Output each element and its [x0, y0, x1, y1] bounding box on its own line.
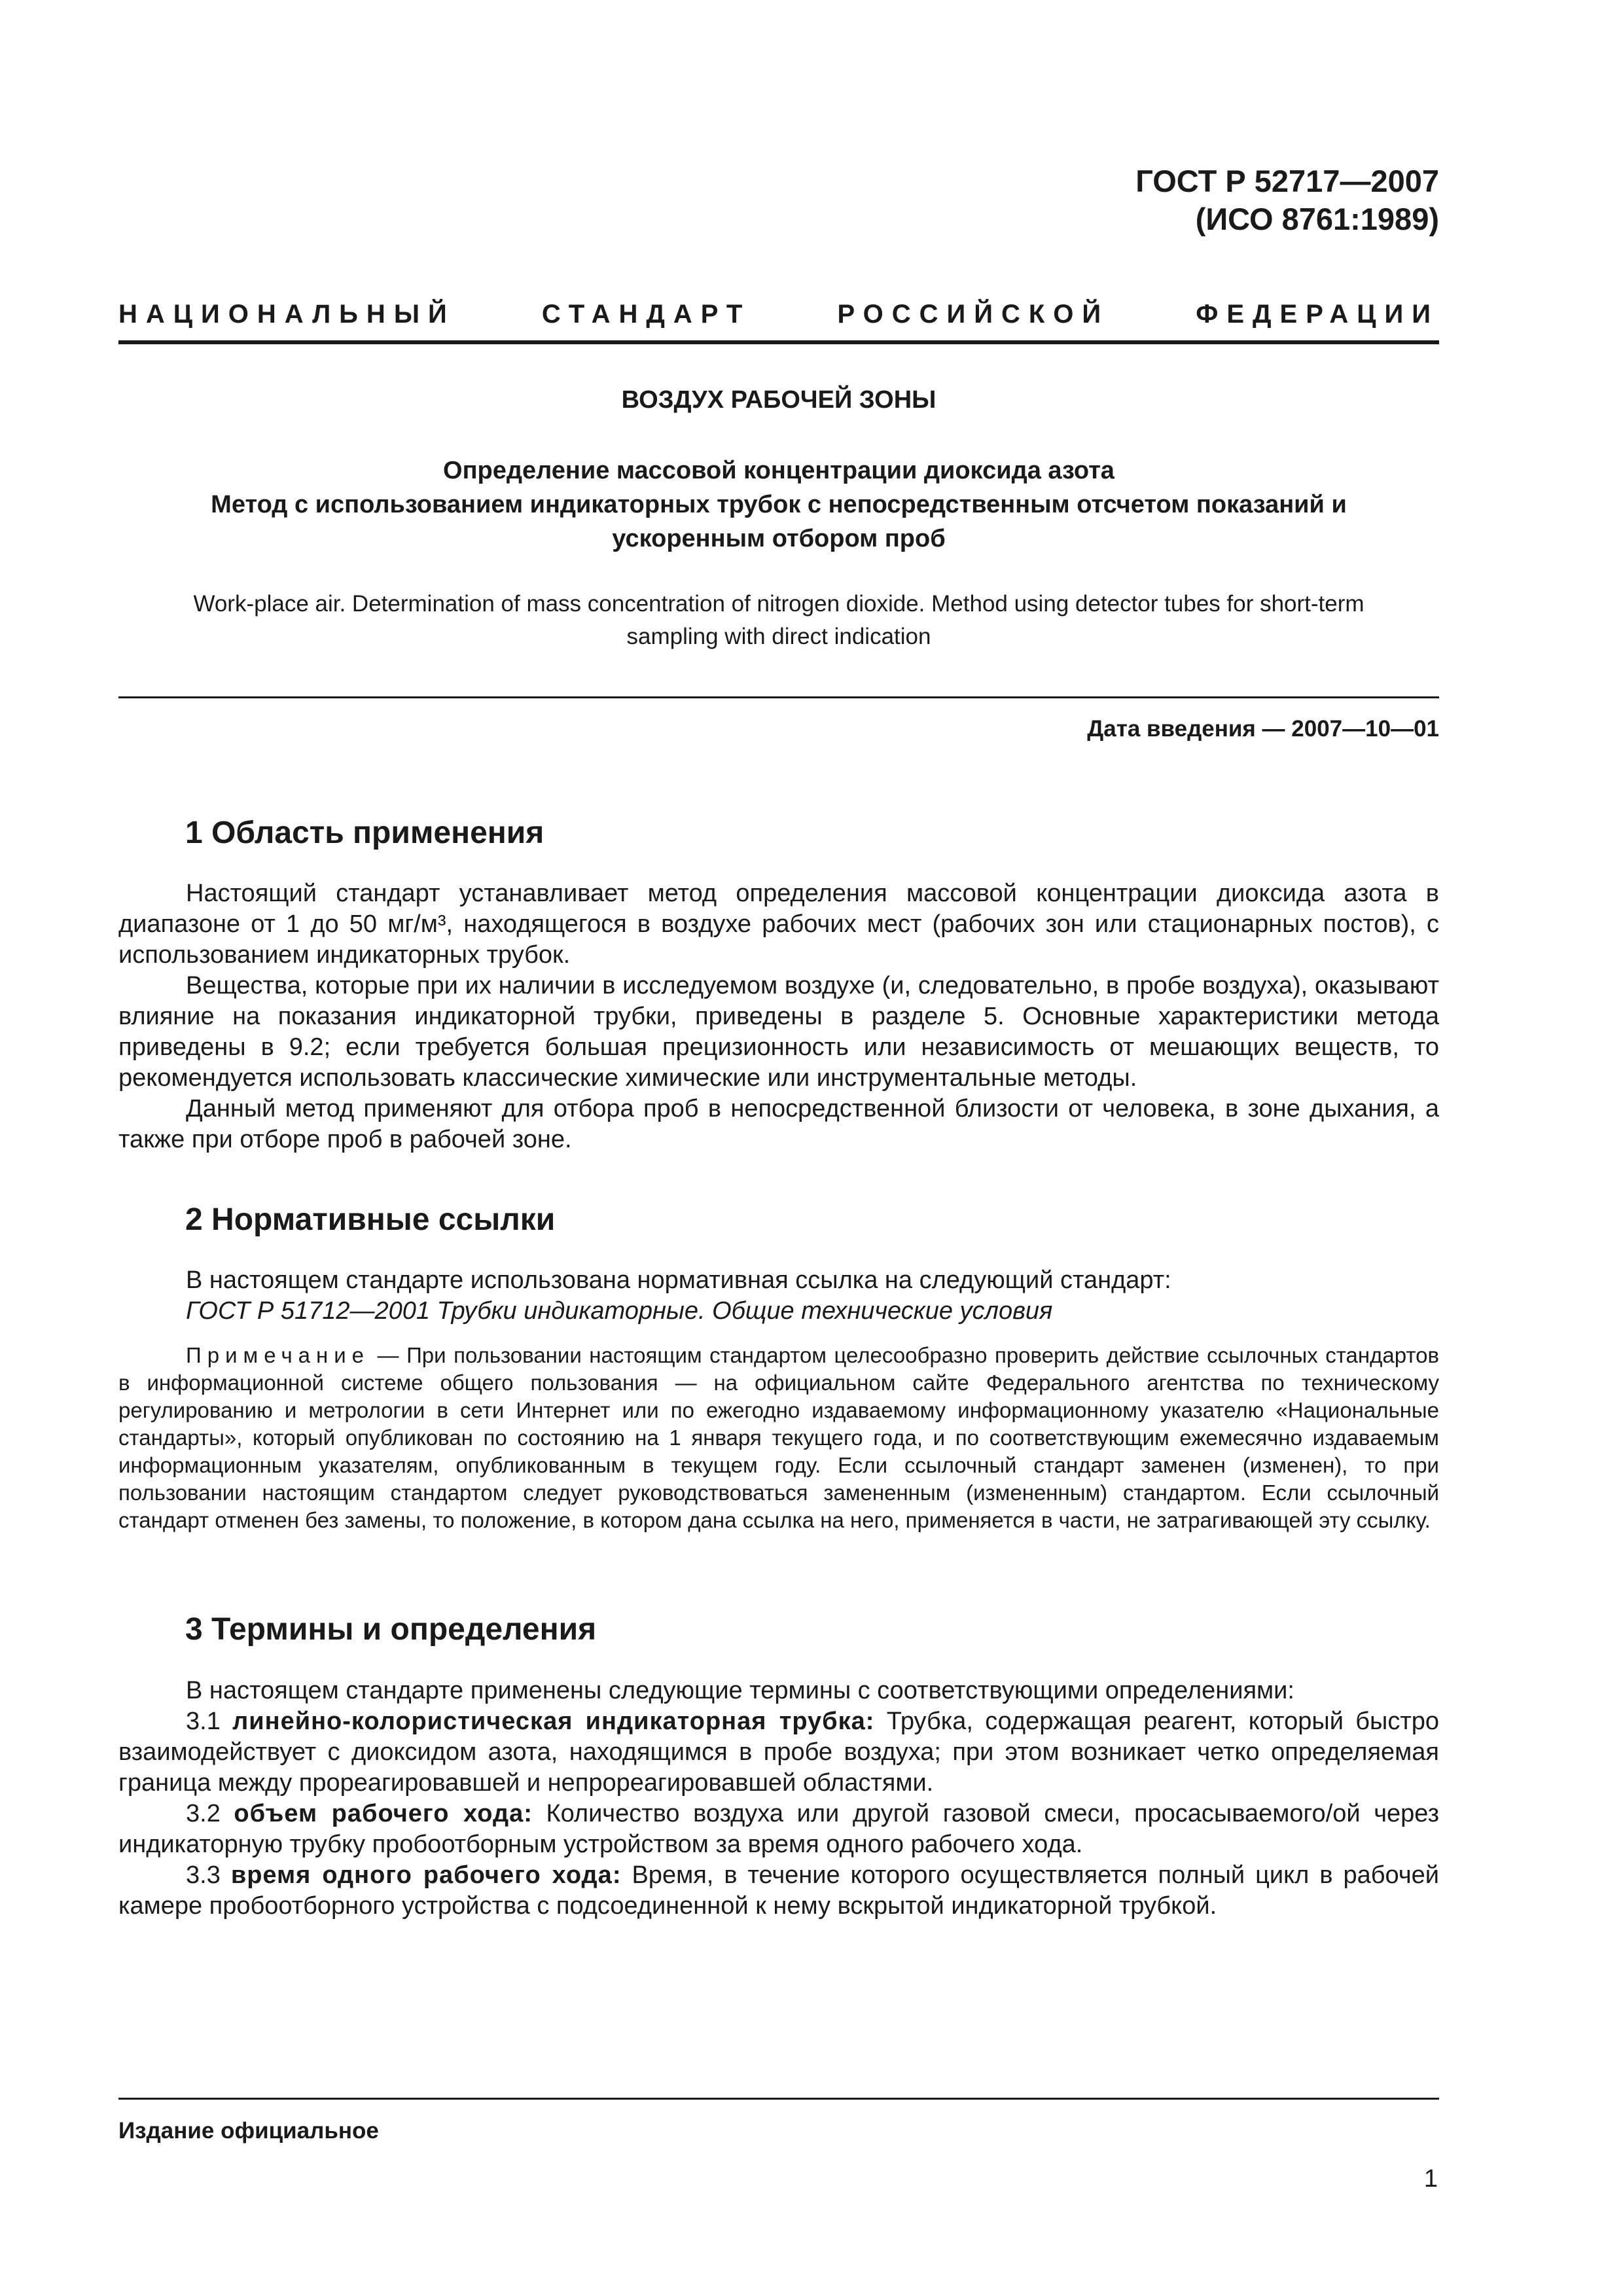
section-1-paragraph-2: Вещества, которые при их наличии в исследуемом воздухе (и, следовательно, в пробе воздуха), оказывают влияние на показания индикаторной трубки, приведены в разделе 5. Основные характеристики метода приведены в 9.2; если требуется большая прецизионность или независимость от мешающих веществ, то рекомендуется использовать классические химические или инструментальные методы. [118, 972, 1439, 1092]
national-word-1: НАЦИОНАЛЬНЫЙ [118, 300, 455, 329]
section-3-heading: 3 Термины и определения [185, 1612, 597, 1647]
normative-reference: ГОСТ Р 51712—2001 Трубки индикаторные. Общие технические условия [186, 1297, 1053, 1325]
term-number: 3.3 [186, 1861, 231, 1889]
term-3-2 [118, 1799, 1439, 1860]
document-subtitle [118, 454, 1439, 556]
section-2-heading: 2 Нормативные ссылки [185, 1202, 556, 1237]
introduction-date: Дата введения — 2007—10—01 [1087, 716, 1439, 742]
note-label: Примечание [186, 1343, 370, 1367]
section-2-note [118, 1342, 1439, 1534]
subtitle-line-1: Определение массовой концентрации диоксида азота [443, 457, 1115, 484]
national-standard-heading [118, 300, 1439, 329]
national-word-2: СТАНДАРТ [541, 300, 751, 329]
term-definition: Количество воздуха или другой газовой смеси, просасываемого/ой через индикаторную трубку пробоотборным устройством за время одного рабочего хода. [118, 1800, 1439, 1858]
term-number: 3.1 [186, 1708, 233, 1735]
national-word-4: ФЕДЕРАЦИИ [1196, 300, 1439, 329]
section-1-paragraph-1: Настоящий стандарт устанавливает метод определения массовой концентрации диоксида азота в диапазоне от 1 до 50 мг/м³, находящегося в воздухе рабочих мест (рабочих зон или стационарных постов), с использованием индикаторных трубок. [118, 880, 1439, 969]
english-title-line-2: sampling with direct indication [626, 624, 931, 649]
english-title-line-1: Work-place air. Determination of mass concentration of nitrogen dioxide. Method using detector tubes for short-term [193, 591, 1364, 617]
term-name: объем рабочего хода: [234, 1800, 533, 1827]
term-name: время одного рабочего хода: [230, 1861, 622, 1889]
iso-number: (ИСО 8761:1989) [1195, 202, 1439, 236]
national-word-3: РОССИЙСКОЙ [837, 300, 1110, 329]
term-number: 3.2 [186, 1800, 234, 1827]
gost-identifier [1135, 162, 1439, 238]
section-3-intro: В настоящем стандарте применены следующие термины с соответствующими определениями: [186, 1677, 1294, 1704]
title-divider [118, 696, 1439, 698]
section-1-paragraph-3: Данный метод применяют для отбора проб в непосредственной близости от человека, в зоне дыхания, а также при отборе проб в рабочей зоне. [118, 1095, 1439, 1153]
section-3-body [118, 1676, 1439, 1922]
section-2-paragraph-1: В настоящем стандарте использована нормативная ссылка на следующий стандарт: [186, 1266, 1171, 1294]
term-definition: Время, в течение которого осуществляется полный цикл в рабочей камере пробоотборного устройства с подсоединенной к нему вскрытой индикаторной трубкой. [118, 1861, 1439, 1920]
footer-divider [118, 2098, 1439, 2100]
gost-number: ГОСТ Р 52717—2007 [1135, 164, 1439, 198]
term-definition: Трубка, содержащая реагент, который быстро взаимодействует с диоксидом азота, находящимся в пробе воздуха; при этом возникает четко определяемая граница между прореагировавшей и непрореагировавшей областями. [118, 1708, 1439, 1797]
header-divider [118, 340, 1439, 344]
section-1-body [118, 878, 1439, 1155]
term-3-1 [118, 1706, 1439, 1799]
note-text: — При пользовании настоящим стандартом целесообразно проверить действие ссылочных стандартов в информационной системе общего пользования — на официальном сайте Федерального агентства по техническому регулированию и метрологии в сети Интернет или по ежегодно издаваемому информационному указателю «Национальные стандарты», который опубликован по состоянию на 1 января текущего года, и по соответствующим ежемесячно издаваемым информационным указателям, опубликованным в текущем году. Если ссылочный стандарт заменен (изменен), то при пользовании настоящим стандартом следует руководствоваться замененным (измененным) стандартом. Если ссылочный стандарт отменен без замены, то положение, в котором дана ссылка на него, применяется в части, не затрагивающей эту ссылку. [118, 1343, 1439, 1532]
term-3-3 [118, 1860, 1439, 1922]
page-number: 1 [1423, 2165, 1438, 2193]
section-1-heading: 1 Область применения [185, 816, 544, 850]
english-title [118, 588, 1439, 653]
term-name: линейно-колористическая индикаторная трубка: [232, 1708, 875, 1735]
section-2-body [118, 1265, 1439, 1327]
document-title: ВОЗДУХ РАБОЧЕЙ ЗОНЫ [621, 386, 936, 414]
official-edition-label: Издание официальное [118, 2118, 379, 2144]
subtitle-line-3: ускоренным отбором проб [612, 525, 946, 552]
subtitle-line-2: Метод с использованием индикаторных трубок с непосредственным отсчетом показаний и [211, 491, 1347, 518]
